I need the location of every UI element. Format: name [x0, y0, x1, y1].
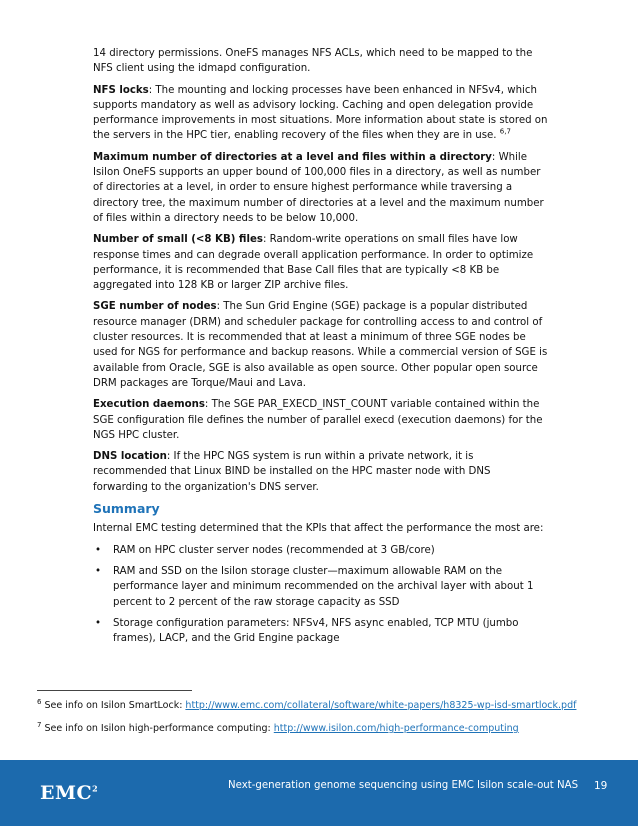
page-footer — [0, 760, 638, 826]
paragraph-lead: Execution daemons — [93, 399, 205, 411]
summary-heading: Summary — [93, 501, 160, 517]
footnote-text: See info on Isilon SmartLock: — [41, 700, 186, 711]
paragraph-execution-daemons — [93, 397, 548, 443]
list-item — [93, 564, 548, 610]
logo-text: EMC — [40, 782, 93, 804]
footnote-link[interactable]: http://www.isilon.com/high-performance-computing — [273, 723, 519, 734]
paragraph-lead: Maximum number of directories at a level and files within a directory — [93, 151, 492, 163]
list-item — [93, 616, 548, 647]
footnote-text: See info on Isilon high-performance computing: — [41, 723, 274, 734]
footer-title: Next-generation genome sequencing using EMC Isilon scale-out NAS — [228, 780, 579, 791]
body-content — [93, 46, 548, 652]
paragraph-nfs-locks — [93, 83, 548, 144]
paragraph-lead: SGE number of nodes — [93, 301, 217, 313]
paragraph-small-files — [93, 232, 548, 293]
paragraph-text: : If the HPC NGS system is run within a private network, it is recommended that Linux BIND be installed on the HPC master node with DNS forwarding to the organization's DNS server. — [93, 451, 491, 493]
footnote-number: 6 — [37, 697, 42, 706]
paragraph-lead: DNS location — [93, 451, 167, 463]
footnote-6 — [37, 697, 597, 712]
bullet-icon: • — [95, 565, 102, 577]
list-item — [93, 543, 548, 558]
paragraph-max-directories — [93, 150, 548, 226]
paragraph-text: : While Isilon OneFS supports an upper bound of 100,000 files in a directory, as well as number of directories at a level, in order to ensure highest performance while traversing a directory tree, the maximum number of directories at a level and the maximum number of files within a directory needs to be below 10,000. — [93, 151, 544, 224]
paragraph-text: : Random-write operations on small files have low response times and can degrade overall application performance. In order to optimize performance, it is recommended that Base Call files that are typically <8 KB be aggregated into 128 KB or larger ZIP archive files. — [93, 234, 534, 292]
footnote-7 — [37, 720, 597, 735]
paragraph-sge-nodes — [93, 299, 548, 391]
logo-superscript: 2 — [92, 783, 99, 794]
paragraph-lead: NFS locks — [93, 84, 149, 96]
list-item-text: Storage configuration parameters: NFSv4, NFS async enabled, TCP MTU (jumbo frames), LACP, and the Grid Engine package — [113, 617, 519, 645]
emc-logo — [40, 782, 98, 804]
bullet-icon: • — [95, 617, 102, 629]
list-item-text: RAM on HPC cluster server nodes (recommended at 3 GB/core) — [113, 544, 435, 556]
summary-list — [93, 543, 548, 647]
page-number: 19 — [594, 780, 608, 792]
paragraph-lead: Number of small (<8 KB) files — [93, 234, 263, 246]
paragraph-continuation — [93, 46, 548, 77]
summary-intro: Internal EMC testing determined that the KPIs that affect the performance the most are: — [93, 523, 544, 535]
footnote-divider — [37, 690, 192, 691]
paragraph-text: : The Sun Grid Engine (SGE) package is a popular distributed resource manager (DRM) and scheduler package for controlling access to and control of cluster resources. It is recommended that at least a minimum of three SGE nodes be used for NGS for performance and backup reasons. While a commercial version of SGE is available from Oracle, SGE is also available as open source. Other popular open source DRM packages are Torque/Maui and Lava. — [93, 301, 548, 389]
bullet-icon: • — [95, 544, 102, 556]
paragraph-text: 14 directory permissions. OneFS manages NFS ACLs, which need to be mapped to the NFS client using the idmapd configuration. — [93, 48, 533, 75]
paragraph-text: : The SGE PAR_EXECD_INST_COUNT variable contained within the SGE configuration file defines the number of parallel execd (execution daemons) for the NGS HPC cluster. — [93, 399, 543, 441]
footnote-link[interactable]: http://www.emc.com/collateral/software/white-papers/h8325-wp-isd-smartlock.pdf — [185, 700, 577, 711]
footnote-number: 7 — [37, 720, 42, 729]
footnote-ref[interactable]: 6,7 — [499, 128, 511, 137]
paragraph-dns-location — [93, 449, 548, 495]
list-item-text: RAM and SSD on the Isilon storage cluster—maximum allowable RAM on the performance layer and minimum recommended on the archival layer with about 1 percent to 2 percent of the raw storage capacity as SSD — [113, 565, 534, 608]
paragraph-text: : The mounting and locking processes have been enhanced in NFSv4, which supports mandatory as well as advisory locking. Caching and open delegation provide performance improvements in most situations. More information about state is stored on the servers in the HPC tier, enabling recovery of the files when they are in use. — [93, 84, 548, 142]
